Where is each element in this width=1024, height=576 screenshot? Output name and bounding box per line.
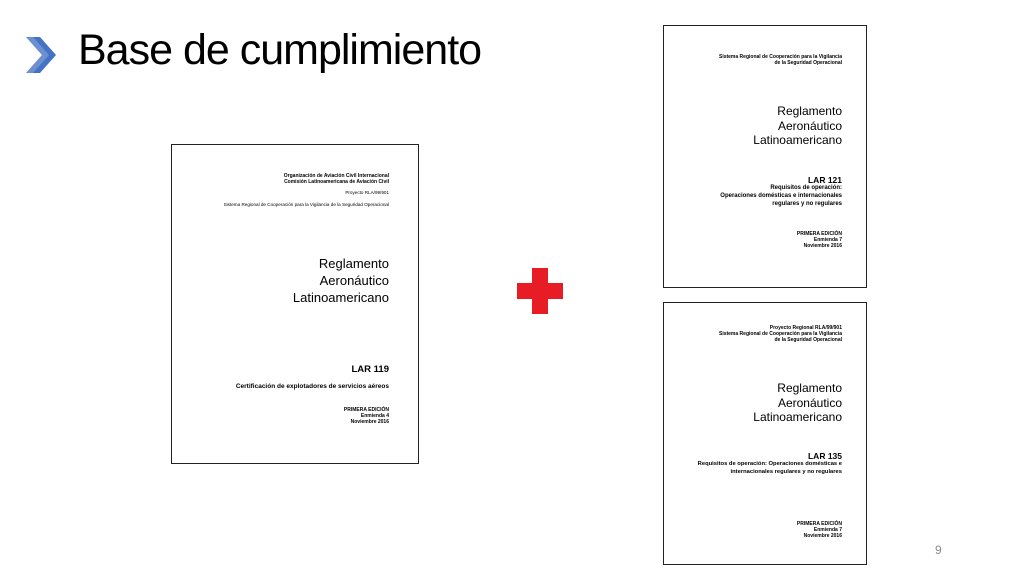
doc-title-line-2: Aeronáutico [319,273,389,288]
doc-title-line-2: Aeronáutico [777,396,842,410]
system-name-line-1: Sistema Regional de Cooperación para la Vigilancia [718,331,842,337]
org-name: Organización de Aviación Civil Internacional [283,173,389,179]
doc-title-line-3: Latinoamericano [292,290,389,305]
page-number: 9 [935,543,942,557]
system-name-line-2: de la Seguridad Operacional [774,337,842,343]
doc-title-line-3: Latinoamericano [753,410,842,424]
system-name-line-1: Sistema Regional de Cooperación para la Vigilancia [718,54,842,60]
project-code: Proyecto Regional RLA/99/901 [769,325,842,331]
doc-amendment: Enmienda 7 [813,527,842,533]
doc-code: LAR 135 [807,451,842,461]
doc-title-line-2: Aeronáutico [777,119,842,133]
doc-title-line-1: Reglamento [777,381,842,395]
doc-subject: Certificación de explotadores de servicios aéreos [235,383,389,390]
system-name-line-2: de la Seguridad Operacional [774,60,842,66]
doc-title-line-1: Reglamento [777,104,842,118]
doc-edition: PRIMERA EDICIÓN [796,521,842,527]
project-code: Proyecto RLA/99/901 [345,190,389,195]
doc-edition: PRIMERA EDICIÓN [796,231,842,237]
doc-subject-line-1: Requisitos de operación: [770,185,842,191]
doc-subject-line-2: internacionales regulares y no regulares [730,469,842,475]
doc-title-line-1: Reglamento [318,256,389,271]
document-cover-lar-121 [663,25,867,288]
commission-name: Comisión Latinoamericana de Aviación Civil [284,179,389,185]
doc-amendment: Enmienda 4 [360,413,389,419]
document-cover-lar-119 [171,144,419,464]
doc-subject-line-1: Requisitos de operación: Operaciones domésticas e [697,461,842,467]
doc-amendment: Enmienda 7 [813,237,842,243]
doc-title-line-3: Latinoamericano [753,133,842,147]
doc-code: LAR 119 [351,364,389,375]
doc-date: Noviembre 2016 [803,533,842,539]
system-name: Sistema Regional de Cooperación para la Vigilancia de la Seguridad Operacional [223,202,389,207]
doc-subject-line-3: regulares y no regulares [772,201,842,207]
doc-date: Noviembre 2016 [350,419,389,425]
doc-code: LAR 121 [807,175,842,185]
doc-date: Noviembre 2016 [803,243,842,249]
plus-icon [517,268,563,314]
doc-subject-line-2: Operaciones domésticas e internacionales [720,193,842,199]
slide-title: Base de cumplimiento [78,26,482,74]
doc-edition: PRIMERA EDICIÓN [343,407,389,413]
document-cover-lar-135 [663,302,867,565]
chevron-right-icon [24,37,56,73]
